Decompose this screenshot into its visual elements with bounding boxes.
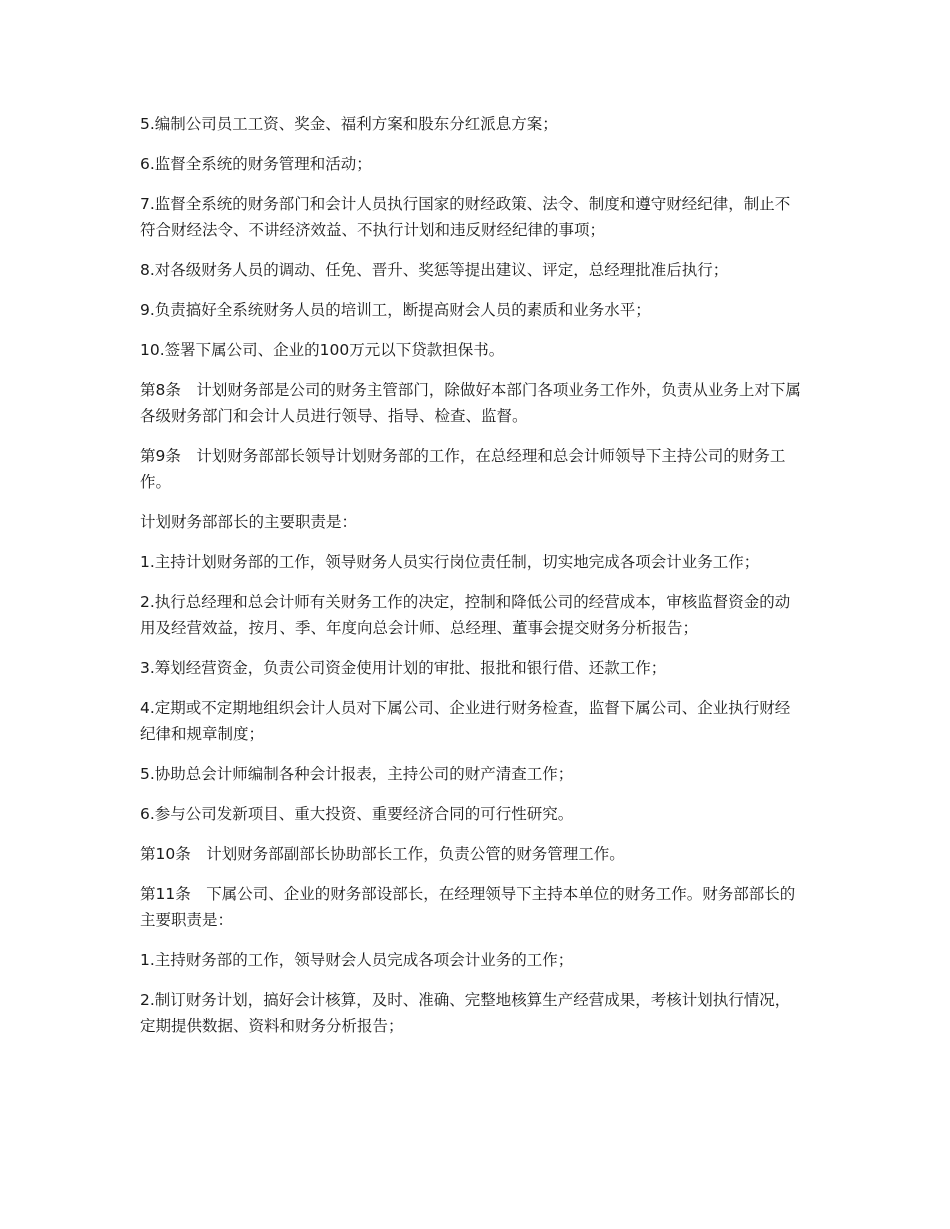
paragraph: 5.协助总会计师编制各种会计报表，主持公司的财产清查工作； — [140, 765, 574, 783]
paragraph: 4.定期或不定期地组织会计人员对下属公司、企业进行财务检查，监督下属公司、企业执行财经纪律和规章制度； — [140, 699, 791, 743]
paragraph: 2.执行总经理和总会计师有关财务工作的决定，控制和降低公司的经营成本，审核监督资金的动用及经营效益，按月、季、年度向总会计师、总经理、董事会提交财务分析报告； — [140, 593, 791, 637]
document-page — [140, 111, 805, 1053]
paragraph: 1.主持财务部的工作，领导财会人员完成各项会计业务的工作； — [140, 951, 574, 969]
paragraph: 第9条 计划财务部部长领导计划财务部的工作，在总经理和总会计师领导下主持公司的财务工作。 — [140, 447, 786, 491]
paragraph: 2.制订财务计划，搞好会计核算，及时、准确、完整地核算生产经营成果，考核计划执行情况，定期提供数据、资料和财务分析报告； — [140, 991, 791, 1035]
paragraph: 计划财务部部长的主要职责是： — [140, 513, 358, 531]
paragraph: 6.参与公司发新项目、重大投资、重要经济合同的可行性研究。 — [140, 805, 574, 823]
paragraph: 8.对各级财务人员的调动、任免、晋升、奖惩等提出建议、评定，总经理批准后执行； — [140, 261, 729, 279]
paragraph: 第10条 计划财务部副部长协助部长工作，负责公管的财务管理工作。 — [140, 845, 625, 863]
paragraph: 9.负责搞好全系统财务人员的培训工，断提高财会人员的素质和业务水平； — [140, 301, 651, 319]
paragraph: 第8条 计划财务部是公司的财务主管部门，除做好本部门各项业务工作外，负责从业务上对下属各级财务部门和会计人员进行领导、指导、检查、监督。 — [140, 381, 801, 425]
paragraph: 3.筹划经营资金，负责公司资金使用计划的审批、报批和银行借、还款工作； — [140, 659, 667, 677]
paragraph: 1.主持计划财务部的工作，领导财务人员实行岗位责任制，切实地完成各项会计业务工作； — [140, 553, 760, 571]
paragraph: 第11条 下属公司、企业的财务部设部长，在经理领导下主持本单位的财务工作。财务部部长的主要职责是： — [140, 885, 796, 929]
paragraph: 5.编制公司员工工资、奖金、福利方案和股东分红派息方案； — [140, 115, 558, 133]
paragraph: 7.监督全系统的财务部门和会计人员执行国家的财经政策、法令、制度和遵守财经纪律，制止不符合财经法令、不讲经济效益、不执行计划和违反财经纪律的事项； — [140, 195, 791, 239]
paragraph: 6.监督全系统的财务管理和活动； — [140, 155, 372, 173]
paragraph: 10.签署下属公司、企业的100万元以下贷款担保书。 — [140, 341, 505, 359]
